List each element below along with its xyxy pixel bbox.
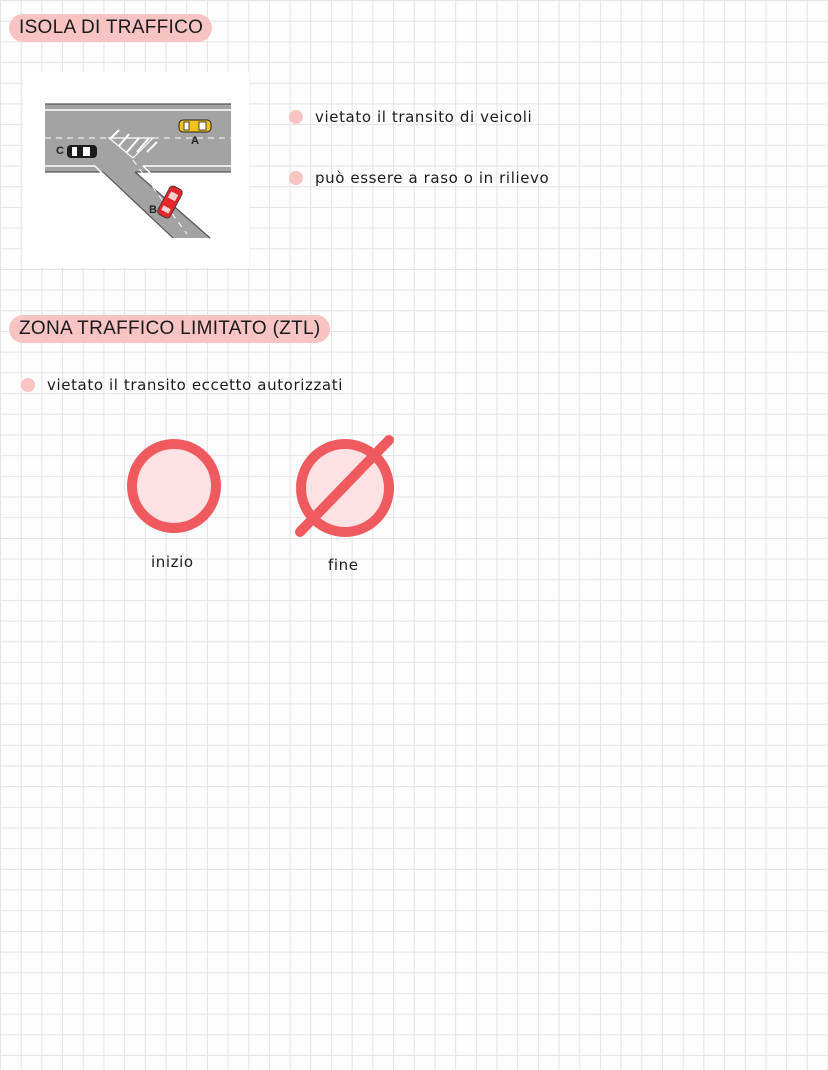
intersection-illustration xyxy=(23,72,249,268)
bullet-item xyxy=(289,169,549,187)
bullet-dot-icon xyxy=(289,110,303,124)
car-a-label: A xyxy=(191,135,199,147)
car-c-icon xyxy=(67,145,97,158)
bullet-item xyxy=(21,376,343,394)
bullet-dot-icon xyxy=(21,378,35,392)
bullet-item xyxy=(289,108,532,126)
bullet-dot-icon xyxy=(289,171,303,185)
traffic-island-diagram xyxy=(23,72,249,268)
section-title-ztl: ZONA TRAFFICO LIMITATO (ZTL) xyxy=(9,315,330,343)
bullet-text: vietato il transito di veicoli xyxy=(315,108,533,126)
car-b-label: B xyxy=(149,204,157,216)
ztl-end-sign-icon xyxy=(290,434,400,538)
ztl-end-caption: fine xyxy=(328,556,359,574)
ztl-start-sign-icon xyxy=(124,436,224,536)
bullet-text: vietato il transito eccetto autorizzati xyxy=(47,376,343,394)
section-title-isola-di-traffico: ISOLA DI TRAFFICO xyxy=(9,14,212,42)
bullet-text: può essere a raso o in rilievo xyxy=(315,169,550,187)
ztl-start-caption: inizio xyxy=(151,553,194,571)
car-c-label: C xyxy=(56,145,64,157)
car-a-icon xyxy=(179,120,211,132)
